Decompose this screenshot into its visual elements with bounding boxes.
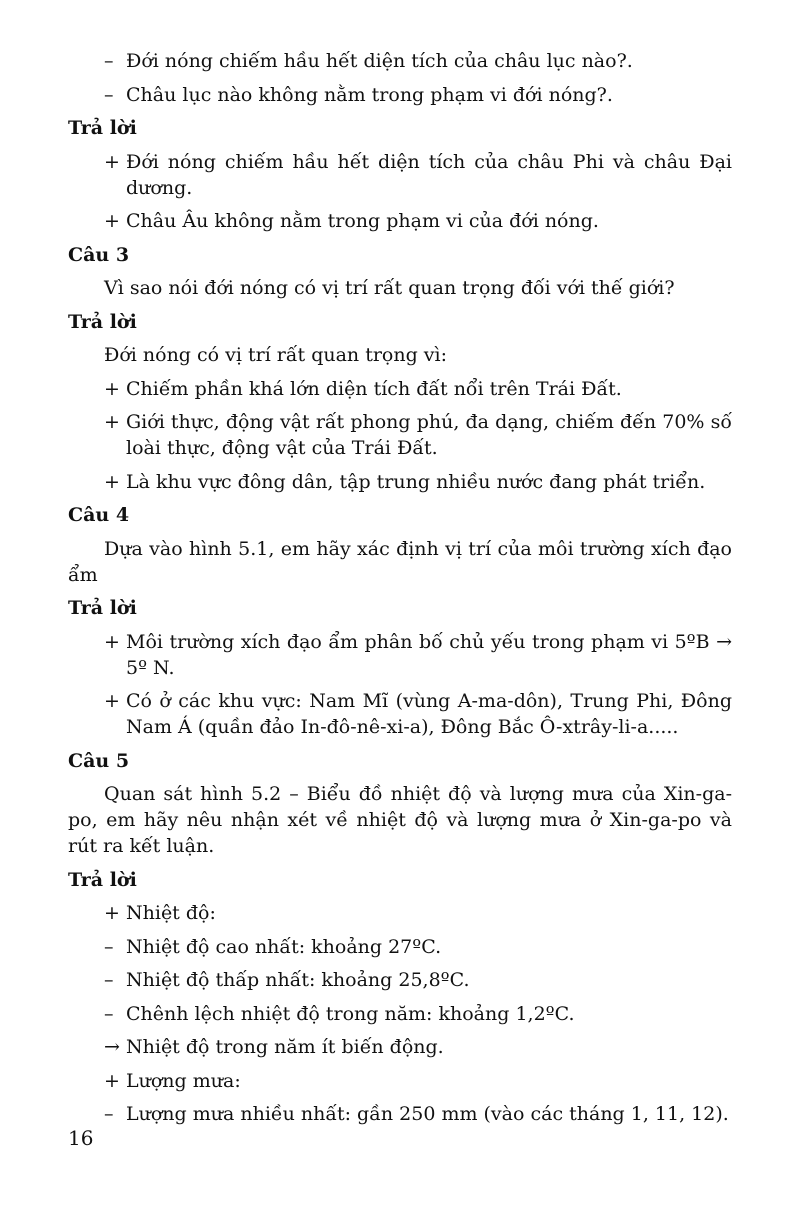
bullet-line [68, 376, 732, 402]
bullet-marker: + [104, 377, 120, 400]
answer-intro: Đới nóng có vị trí rất quan trọng vì: [104, 344, 448, 366]
bullet-text: Châu lục nào không nằm trong phạm vi đới nóng?. [126, 83, 613, 106]
bullet-marker: + [104, 470, 120, 493]
bullet-text: Nhiệt độ: [126, 902, 216, 924]
bullet-marker: + [104, 150, 120, 173]
bullet-marker: – [104, 1103, 114, 1125]
page-content [68, 48, 732, 1135]
question-text: Dựa vào hình 5.1, em hãy xác định vị trí của môi trường xích đạo ẩm [68, 537, 732, 586]
bullet-line [68, 1001, 732, 1027]
bullet-text: Lượng mưa nhiều nhất: gần 250 mm (vào các tháng 1, 11, 12). [126, 1103, 729, 1125]
page-number: 16 [68, 1126, 94, 1150]
bullet-line [68, 48, 732, 74]
bullet-line [68, 1068, 732, 1094]
bullet-marker: – [104, 50, 114, 72]
bullet-marker: + [104, 1069, 120, 1092]
bullet-line [68, 82, 732, 108]
bullet-line [68, 149, 732, 201]
bullet-text: Nhiệt độ trong năm ít biến động. [126, 1036, 444, 1058]
bullet-text: Chênh lệch nhiệt độ trong năm: khoảng 1,2ºC. [126, 1002, 575, 1025]
bullet-line [68, 967, 732, 993]
bullet-marker: + [104, 210, 120, 232]
bullet-line [68, 208, 732, 234]
answer-heading: Trả lời [68, 310, 137, 333]
bullet-line [68, 629, 732, 681]
answer-heading: Trả lời [68, 597, 137, 619]
bullet-marker: + [104, 902, 120, 924]
bullet-text: Đới nóng chiếm hầu hết diện tích của châu lục nào?. [126, 50, 633, 72]
bullet-text: Châu Âu không nằm trong phạm vi của đới nóng. [126, 210, 599, 232]
bullet-text: Có ở các khu vực: Nam Mĩ (vùng A-ma-dôn), Trung Phi, Đông Nam Á (quần đảo In-đô-nê-xi-a), Đông Bắc Ô-xtrây-li-a..... [126, 690, 732, 738]
bullet-marker: + [104, 630, 120, 653]
bullet-text: Là khu vực đông dân, tập trung nhiều nước đang phát triển. [126, 470, 706, 493]
bullet-text: Đới nóng chiếm hầu hết diện tích của châu Phi và châu Đại dương. [126, 150, 732, 199]
bullet-line [68, 469, 732, 495]
bullet-text: Chiếm phần khá lớn diện tích đất nổi trên Trái Đất. [126, 377, 622, 400]
bullet-line [68, 1101, 732, 1127]
bullet-marker: – [104, 1002, 114, 1025]
bullet-marker: – [104, 83, 114, 106]
bullet-marker: – [104, 935, 114, 958]
bullet-line [68, 900, 732, 926]
bullet-text: Giới thực, động vật rất phong phú, đa dạng, chiếm đến 70% số loài thực, động vật của Trái Đất. [126, 411, 732, 459]
bullet-line [68, 409, 732, 461]
bullet-text: Môi trường xích đạo ẩm phân bố chủ yếu trong phạm vi 5ºB → 5º N. [126, 630, 732, 679]
bullet-marker: – [104, 969, 114, 991]
bullet-line [68, 1034, 732, 1060]
bullet-text: Nhiệt độ thấp nhất: khoảng 25,8ºC. [126, 969, 470, 991]
question-heading: Câu 3 [68, 243, 130, 266]
arrow-icon: → [104, 1036, 120, 1058]
answer-heading: Trả lời [68, 868, 137, 891]
question-text: Quan sát hình 5.2 – Biểu đồ nhiệt độ và lượng mưa của Xin-ga-po, em hãy nêu nhận xét về nhiệt độ và lượng mưa ở Xin-ga-po và rút ra kết luận. [68, 783, 732, 857]
bullet-marker: + [104, 690, 120, 712]
question-text: Vì sao nói đới nóng có vị trí rất quan trọng đối với thế giới? [104, 277, 675, 299]
answer-heading: Trả lời [68, 117, 137, 139]
bullet-line [68, 688, 732, 740]
question-heading: Câu 5 [68, 749, 130, 772]
question-heading: Câu 4 [68, 504, 130, 526]
bullet-text: Lượng mưa: [126, 1069, 241, 1092]
bullet-text: Nhiệt độ cao nhất: khoảng 27ºC. [126, 935, 442, 958]
bullet-line [68, 934, 732, 960]
bullet-marker: + [104, 411, 120, 433]
